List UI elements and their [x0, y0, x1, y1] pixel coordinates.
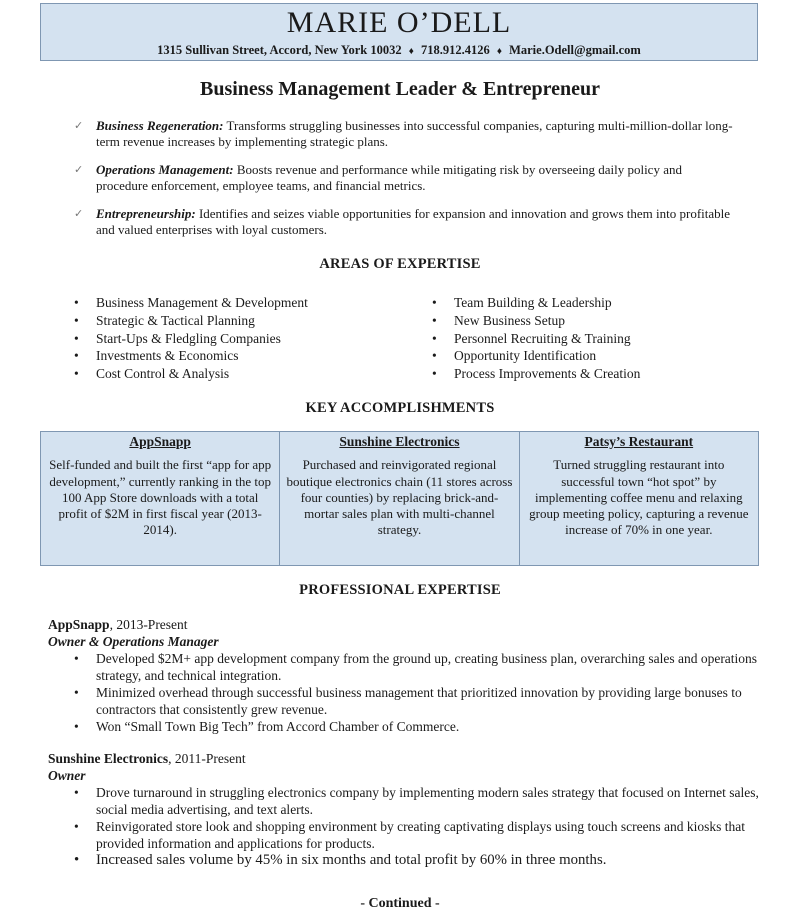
bullet-icon: •: [74, 852, 80, 868]
bullet-icon: •: [74, 312, 79, 328]
section-heading-expertise: AREAS OF EXPERTISE: [319, 256, 481, 272]
job-entry: [48, 616, 768, 735]
bullet-icon: •: [74, 295, 79, 310]
expertise-column-right: [432, 294, 640, 383]
expertise-item: • Process Improvements & Creation: [432, 366, 641, 382]
bullet-icon: •: [74, 785, 79, 800]
company-name: AppSnapp: [48, 617, 110, 632]
checkmark-icon: ✓: [74, 120, 84, 132]
contact-line: [41, 43, 757, 58]
bullet-icon: •: [74, 330, 79, 346]
job-bullet: • Drove turnaround in struggling electronics company by implementing modern sales strategy that focused on Internet sales, social media advertising, and text alerts.: [74, 785, 759, 817]
summary-text: Transforms struggling businesses into successful companies, capturing multi-million-dollar long-term revenue increases by implementing strategic plans.: [96, 118, 733, 149]
accomplishment-cell: [41, 432, 279, 565]
expertise-column-left: [74, 294, 308, 383]
bullet-icon: •: [74, 685, 79, 700]
accomplishment-text: Purchased and reinvigorated regional boutique electronics chain (11 stores across four counties) by replacing brick-and-mortar sales plan with multi-channel strategy.: [286, 457, 513, 538]
address: 1315 Sullivan Street, Accord, New York 10032: [157, 43, 402, 57]
summary-item: [74, 118, 734, 150]
accomplishment-cell: [519, 432, 758, 565]
bullet-icon: •: [432, 312, 437, 328]
bullet-icon: •: [74, 651, 79, 666]
job-role: Owner: [48, 768, 86, 783]
expertise-item: • Personnel Recruiting & Training: [432, 330, 631, 346]
bullet-icon: •: [74, 819, 79, 834]
bullet-icon: •: [432, 348, 437, 364]
expertise-item: • Team Building & Leadership: [432, 295, 612, 310]
professional-experience: [48, 616, 768, 884]
summary-text: Identifies and seizes viable opportunities for expansion and innovation and grows them into profitable and valued enterprises with loyal customers.: [96, 206, 731, 237]
job-bullet: • Developed $2M+ app development company from the ground up, creating business plan, overarching sales and operations strategy, and technical integration.: [74, 651, 758, 683]
job-entry: [48, 750, 768, 869]
phone: 718.912.4126: [420, 43, 490, 57]
job-bullets: [74, 784, 768, 869]
accomplishment-title: Patsy’s Restaurant: [584, 434, 694, 449]
bullet-icon: •: [74, 719, 79, 734]
job-role: Owner & Operations Manager: [48, 634, 219, 649]
summary-item: [74, 206, 734, 238]
bullet-icon: •: [432, 295, 437, 310]
bullet-icon: •: [74, 348, 79, 364]
summary-list: [74, 118, 734, 250]
expertise-item: • Investments & Economics: [74, 348, 239, 364]
bullet-icon: •: [74, 366, 79, 382]
section-heading-professional: PROFESSIONAL EXPERTISE: [299, 582, 501, 598]
summary-label: Operations Management:: [96, 162, 234, 177]
checkmark-icon: ✓: [74, 208, 84, 220]
bullet-icon: •: [432, 366, 437, 382]
summary-label: Entrepreneurship:: [96, 206, 196, 221]
summary-text: Boosts revenue and performance while mitigating risk by overseeing daily policy and procedure enforcement, employee teams, and financial metrics.: [96, 162, 682, 193]
company-name: Sunshine Electronics: [48, 751, 169, 766]
candidate-name: MARIE O’DELL: [286, 6, 512, 39]
expertise-item: • Business Management & Development: [74, 295, 308, 310]
job-bullet: • Reinvigorated store look and shopping environment by creating captivating displays using touch screens and kiosks that provided information and applications for products.: [74, 819, 745, 851]
company-line: [48, 750, 768, 767]
accomplishment-text: Turned struggling restaurant into successful town “hot spot” by implementing coffee menu and relaxing group meeting policy, capturing a revenue increase of 70% in one year.: [529, 457, 749, 538]
job-bullet: • Minimized overhead through successful business management that prioritized innovation by providing large bonuses to contractors that consistently grew revenue.: [74, 685, 742, 717]
accomplishment-title: AppSnapp: [129, 434, 191, 449]
accomplishments-table: [40, 431, 759, 566]
summary-label: Business Regeneration:: [96, 118, 224, 133]
company-line: [48, 616, 768, 633]
accomplishment-text: Self-funded and built the first “app for app development,” currently ranking in the top 100 App Store downloads with a total profit of $2M in first fiscal year (2013-2014).: [49, 457, 272, 538]
bullet-icon: •: [432, 330, 437, 346]
job-bullet: • Won “Small Town Big Tech” from Accord Chamber of Commerce.: [74, 719, 460, 734]
checkmark-icon: ✓: [74, 164, 84, 176]
diamond-separator-icon: ♦: [408, 46, 414, 57]
accomplishment-cell: [279, 432, 518, 565]
email-link[interactable]: Marie.Odell@gmail.com: [509, 43, 641, 57]
summary-item: [74, 162, 734, 194]
job-years: , 2013-Present: [109, 617, 188, 632]
expertise-item: • Strategic & Tactical Planning: [74, 312, 255, 328]
expertise-item: • Start-Ups & Fledgling Companies: [74, 330, 281, 346]
resume-header: [40, 3, 758, 61]
diamond-separator-icon: ♦: [496, 46, 502, 57]
expertise-item: • Opportunity Identification: [432, 348, 597, 364]
expertise-item: • Cost Control & Analysis: [74, 366, 230, 382]
section-heading-accomplishments: KEY ACCOMPLISHMENTS: [305, 400, 495, 416]
job-years: , 2011-Present: [168, 751, 246, 766]
accomplishment-title: Sunshine Electronics: [339, 434, 460, 449]
expertise-item: • New Business Setup: [432, 312, 565, 328]
continued-marker: - Continued -: [360, 896, 440, 911]
professional-title: Business Management Leader & Entrepreneur: [200, 78, 600, 100]
job-bullets: [74, 650, 768, 735]
job-bullet: • Increased sales volume by 45% in six months and total profit by 60% in three months.: [74, 852, 607, 868]
